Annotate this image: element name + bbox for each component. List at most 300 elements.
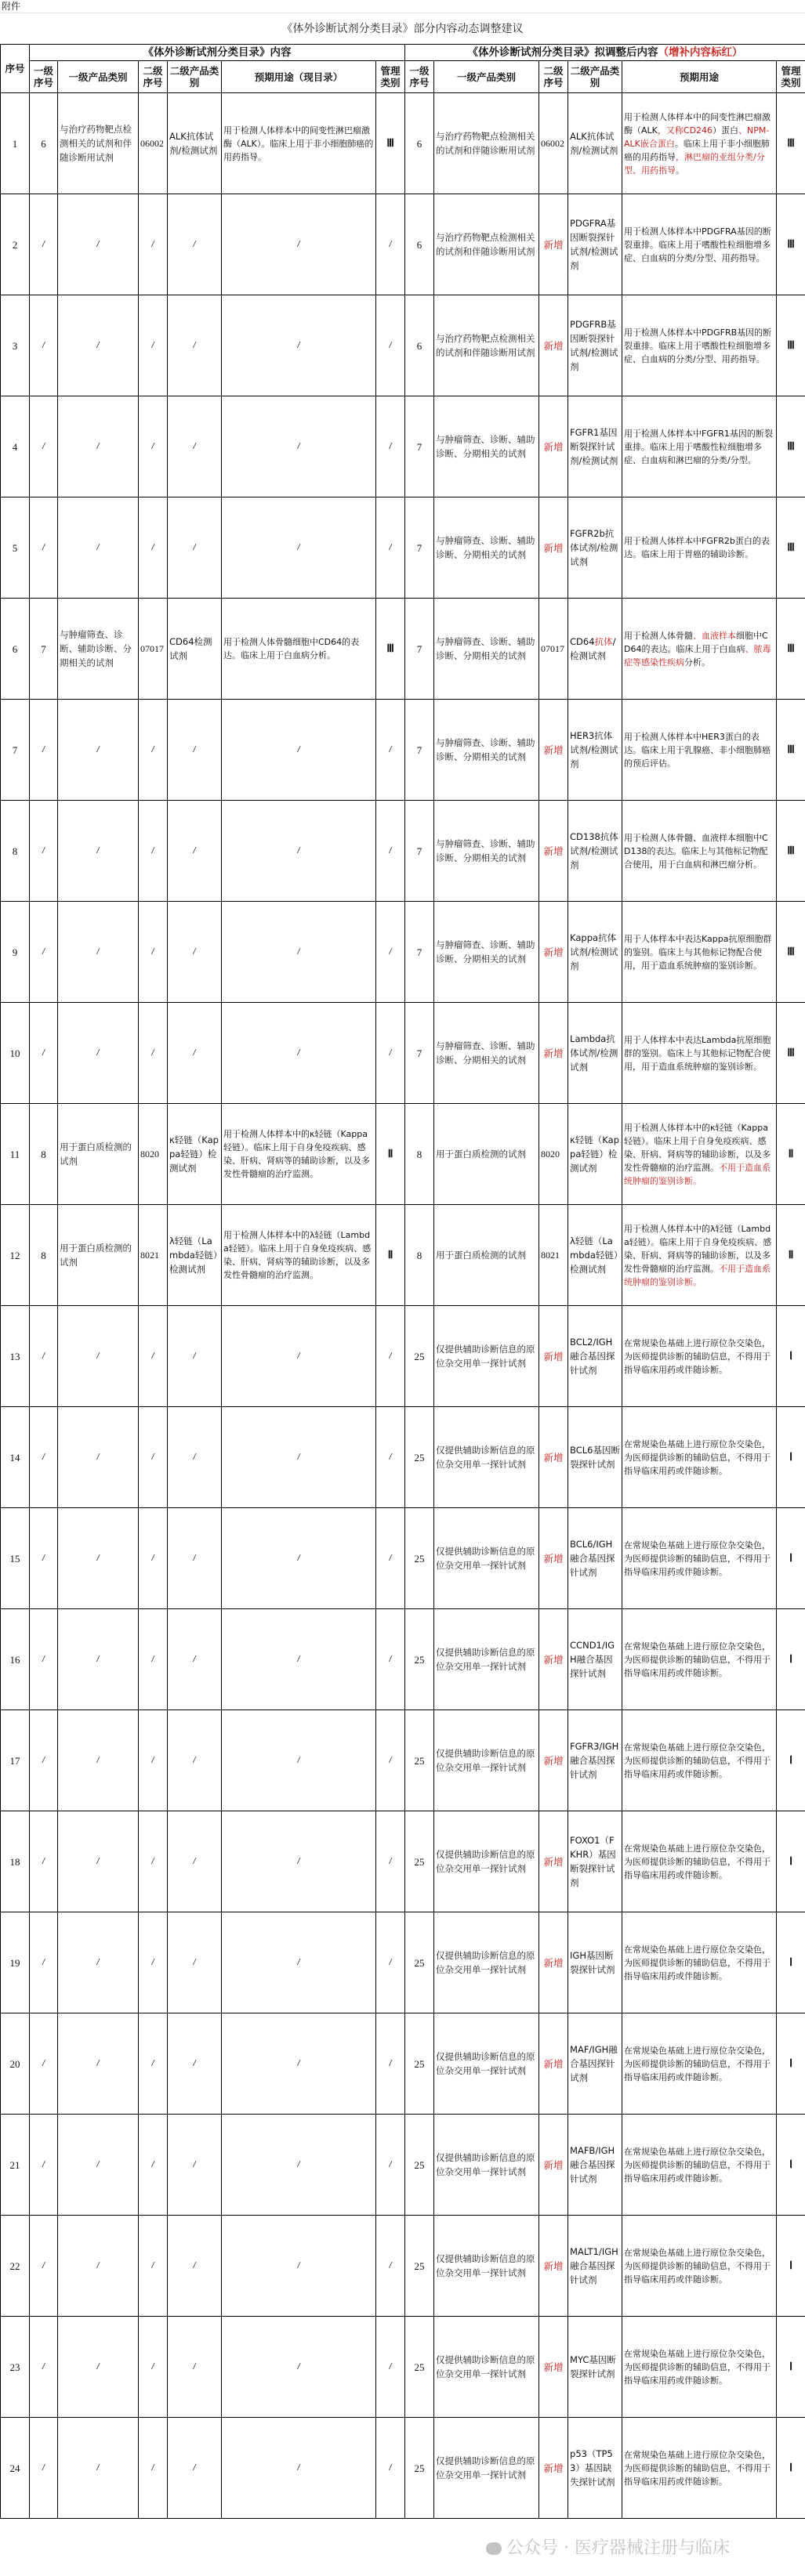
new-added-badge: 新增 bbox=[539, 2013, 568, 2115]
cur-l2-seq: / bbox=[139, 1508, 168, 1609]
text-segment: 细胞中CD64的表达。临床上用于白血病 bbox=[624, 630, 768, 654]
cur-intended-use: 用于检测人体样本中的λ轻链（Lambda轻链）。临床上用于自身免疫疾病、感染、肝病、肾病等的辅助诊断，以及多发性骨髓瘤的治疗监测。 bbox=[222, 1205, 376, 1306]
new-mgmt-class: Ⅰ bbox=[777, 1609, 805, 1710]
new-l2-category bbox=[568, 2115, 622, 2216]
new-intended-use bbox=[622, 1104, 777, 1205]
text-segment: 用于检测人体骨髓 bbox=[624, 630, 694, 641]
new-mgmt-class: Ⅰ bbox=[777, 2317, 805, 2418]
new-l1-seq: 25 bbox=[405, 1811, 434, 1912]
header-new-mgmt: 管理类别 bbox=[777, 61, 805, 93]
new-intended-use bbox=[622, 1811, 777, 1912]
text-segment: κ轻链（Kappa轻链）检测试剂 bbox=[570, 1134, 619, 1174]
new-mgmt-class: Ⅰ bbox=[777, 1306, 805, 1407]
cur-intended-use: / bbox=[222, 194, 376, 295]
header-cur-l2-seq: 二级序号 bbox=[139, 61, 168, 93]
new-l1-seq: 25 bbox=[405, 2115, 434, 2216]
new-l1-seq: 25 bbox=[405, 2216, 434, 2317]
cur-l2-seq: / bbox=[139, 1811, 168, 1912]
header-seq: 序号 bbox=[1, 45, 30, 93]
text-segment: 在常规染色基础上进行原位杂交染色，为医师提供诊断的辅助信息，不得用于指导临床用药或伴随诊断。 bbox=[624, 2045, 771, 2082]
new-added-badge: 新增 bbox=[539, 2216, 568, 2317]
new-l2-category bbox=[568, 902, 622, 1003]
cur-mgmt-class: Ⅱ bbox=[376, 1205, 405, 1306]
new-added-badge: 新增 bbox=[539, 1003, 568, 1104]
cur-mgmt-class: / bbox=[376, 700, 405, 801]
new-mgmt-class: Ⅲ bbox=[777, 497, 805, 599]
text-segment: Lambda抗体试剂/检测试剂 bbox=[570, 1033, 618, 1073]
text-segment: CCND1/IGH融合基因探针试剂 bbox=[570, 1640, 615, 1679]
new-l1-category: 与肿瘤筛查、诊断、辅助诊断、分期相关的试剂 bbox=[434, 599, 539, 700]
header-cur-l1-cat: 一级产品类别 bbox=[58, 61, 139, 93]
cur-l1-seq: / bbox=[30, 1912, 58, 2013]
cur-l2-category: / bbox=[168, 1508, 222, 1609]
text-segment: FGFR3/IGH融合基因探针试剂 bbox=[570, 1741, 619, 1780]
cur-mgmt-class: / bbox=[376, 1609, 405, 1710]
cur-l2-category: / bbox=[168, 194, 222, 295]
text-segment: 在常规染色基础上进行原位杂交染色，为医师提供诊断的辅助信息，不得用于指导临床用药或伴随诊断。 bbox=[624, 1843, 771, 1880]
cur-mgmt-class: / bbox=[376, 1508, 405, 1609]
new-mgmt-class: Ⅲ bbox=[777, 295, 805, 396]
new-l2-category bbox=[568, 2216, 622, 2317]
new-l2-category bbox=[568, 1811, 622, 1912]
table-row bbox=[1, 396, 805, 497]
catalog-adjustment-table bbox=[0, 44, 805, 2519]
watermark bbox=[486, 2534, 730, 2559]
cur-intended-use: / bbox=[222, 2216, 376, 2317]
new-l2-category bbox=[568, 295, 622, 396]
new-mgmt-class: Ⅰ bbox=[777, 1508, 805, 1609]
row-seq: 1 bbox=[1, 93, 30, 194]
cur-mgmt-class: / bbox=[376, 295, 405, 396]
cur-l1-seq: / bbox=[30, 295, 58, 396]
cur-mgmt-class: / bbox=[376, 801, 405, 902]
new-l1-seq: 7 bbox=[405, 599, 434, 700]
new-l1-seq: 25 bbox=[405, 1710, 434, 1811]
cur-l1-seq: / bbox=[30, 2317, 58, 2418]
header-red-note: （增补内容标红） bbox=[658, 45, 743, 59]
new-mgmt-class: Ⅲ bbox=[777, 93, 805, 194]
cur-intended-use: / bbox=[222, 1306, 376, 1407]
new-l1-seq: 8 bbox=[405, 1205, 434, 1306]
cur-l1-category: / bbox=[58, 1003, 139, 1104]
text-segment: BCL6基因断裂探针试剂 bbox=[570, 1445, 620, 1470]
text-segment: CD64 bbox=[570, 636, 595, 647]
cur-l2-seq: / bbox=[139, 1306, 168, 1407]
new-added-badge: 新增 bbox=[539, 1811, 568, 1912]
new-mgmt-class: Ⅲ bbox=[777, 194, 805, 295]
cur-intended-use: / bbox=[222, 497, 376, 599]
cur-l1-category: / bbox=[58, 1912, 139, 2013]
cur-l2-seq: / bbox=[139, 801, 168, 902]
cur-l1-seq: / bbox=[30, 1407, 58, 1508]
red-added-text: 抗体 bbox=[594, 636, 613, 647]
new-intended-use bbox=[622, 1710, 777, 1811]
cur-intended-use: / bbox=[222, 295, 376, 396]
red-added-text: ，又称CD246 bbox=[657, 125, 713, 136]
text-segment: ）蛋白 bbox=[713, 125, 739, 136]
text-segment: 用于检测人体样本中PDGFRB基因的断裂重排。临床上用于嗜酸性粒细胞增多症、白血病的分类/分型、用药指导。 bbox=[624, 327, 772, 364]
header-new-l2-seq: 二级序号 bbox=[539, 61, 568, 93]
cur-mgmt-class: / bbox=[376, 1003, 405, 1104]
cur-l2-seq: 8021 bbox=[139, 1205, 168, 1306]
new-intended-use bbox=[622, 1003, 777, 1104]
row-seq: 14 bbox=[1, 1407, 30, 1508]
cur-l2-seq: 06002 bbox=[139, 93, 168, 194]
new-l1-seq: 6 bbox=[405, 194, 434, 295]
new-added-badge: 新增 bbox=[539, 1710, 568, 1811]
new-l1-category: 仅提供辅助诊断信息的原位杂交用单一探针试剂 bbox=[434, 1811, 539, 1912]
cur-mgmt-class: / bbox=[376, 2418, 405, 2519]
new-l1-seq: 7 bbox=[405, 1003, 434, 1104]
table-row bbox=[1, 1407, 805, 1508]
cur-mgmt-class: / bbox=[376, 1710, 405, 1811]
new-l1-seq: 6 bbox=[405, 93, 434, 194]
cur-intended-use: / bbox=[222, 902, 376, 1003]
table-row bbox=[1, 1912, 805, 2013]
cur-mgmt-class: / bbox=[376, 1912, 405, 2013]
cur-mgmt-class: / bbox=[376, 2115, 405, 2216]
cur-l2-category: λ轻链（Lambda轻链）检测试剂 bbox=[168, 1205, 222, 1306]
text-segment: 用于检测人体样本中的κ轻链（Kappa轻链）。临床上用于自身免疫疾病、感染、肝病、肾病等的辅助诊断，以及多发性骨髓瘤的治疗监测。 bbox=[624, 1122, 771, 1173]
cur-l2-seq: / bbox=[139, 2013, 168, 2115]
text-segment: FOXO1（FKHR）基因断裂探针试剂 bbox=[570, 1835, 616, 1888]
new-l1-seq: 25 bbox=[405, 2418, 434, 2519]
cur-l1-category: 与治疗药物靶点检测相关的试剂和伴随诊断用试剂 bbox=[58, 93, 139, 194]
cur-intended-use: / bbox=[222, 1710, 376, 1811]
cur-l2-category: CD64检测试剂 bbox=[168, 599, 222, 700]
new-l2-category bbox=[568, 1407, 622, 1508]
new-intended-use bbox=[622, 1306, 777, 1407]
new-mgmt-class: Ⅰ bbox=[777, 1710, 805, 1811]
cur-l2-seq: / bbox=[139, 2115, 168, 2216]
new-mgmt-class: Ⅰ bbox=[777, 1407, 805, 1508]
cur-l2-seq: / bbox=[139, 1609, 168, 1710]
cur-l2-category: κ轻链（Kappa轻链）检测试剂 bbox=[168, 1104, 222, 1205]
new-l1-category: 仅提供辅助诊断信息的原位杂交用单一探针试剂 bbox=[434, 2216, 539, 2317]
table-row bbox=[1, 1104, 805, 1205]
cur-l2-category: ALK抗体试剂/检测试剂 bbox=[168, 93, 222, 194]
new-l1-seq: 25 bbox=[405, 1306, 434, 1407]
cur-l1-category: / bbox=[58, 1306, 139, 1407]
row-seq: 20 bbox=[1, 2013, 30, 2115]
row-seq: 16 bbox=[1, 1609, 30, 1710]
text-segment: 用于检测人体样本中FGFR1基因的断裂重排。临床上用于嗜酸性粒细胞增多症、白血病和淋巴瘤的分类/分型。 bbox=[624, 428, 773, 465]
cur-l2-category: / bbox=[168, 902, 222, 1003]
new-mgmt-class: Ⅲ bbox=[777, 801, 805, 902]
cur-l2-seq: / bbox=[139, 2317, 168, 2418]
new-added-badge: 新增 bbox=[539, 497, 568, 599]
cur-l1-seq: / bbox=[30, 1609, 58, 1710]
cur-l2-seq: 07017 bbox=[139, 599, 168, 700]
text-segment: HER3抗体试剂/检测试剂 bbox=[570, 730, 618, 769]
table-row bbox=[1, 1003, 805, 1104]
cur-mgmt-class: / bbox=[376, 1306, 405, 1407]
table-row bbox=[1, 194, 805, 295]
cur-l1-category: / bbox=[58, 1811, 139, 1912]
cur-l2-category: / bbox=[168, 1912, 222, 2013]
new-added-badge: 新增 bbox=[539, 801, 568, 902]
cur-l1-category: 用于蛋白质检测的试剂 bbox=[58, 1104, 139, 1205]
table-body bbox=[1, 93, 805, 2519]
cur-l1-category: / bbox=[58, 295, 139, 396]
cur-l1-category: 用于蛋白质检测的试剂 bbox=[58, 1205, 139, 1306]
new-l2-category bbox=[568, 599, 622, 700]
table-row bbox=[1, 700, 805, 801]
new-intended-use bbox=[622, 902, 777, 1003]
watermark-text: 公众号 · 医疗器械注册与临床 bbox=[506, 2538, 730, 2558]
text-segment: /检测试剂 bbox=[570, 636, 616, 661]
table-row bbox=[1, 2317, 805, 2418]
new-added-badge: 新增 bbox=[539, 2418, 568, 2519]
header-cur-l1-seq: 一级序号 bbox=[30, 61, 58, 93]
row-seq: 6 bbox=[1, 599, 30, 700]
new-intended-use bbox=[622, 396, 777, 497]
cur-l1-category: / bbox=[58, 801, 139, 902]
new-l1-category: 仅提供辅助诊断信息的原位杂交用单一探针试剂 bbox=[434, 2115, 539, 2216]
new-l2-category bbox=[568, 2013, 622, 2115]
new-intended-use bbox=[622, 1205, 777, 1306]
table-row bbox=[1, 1306, 805, 1407]
cur-l2-seq: / bbox=[139, 295, 168, 396]
row-seq: 5 bbox=[1, 497, 30, 599]
cur-l1-seq: / bbox=[30, 396, 58, 497]
new-intended-use bbox=[622, 1508, 777, 1609]
cur-l2-category: / bbox=[168, 2418, 222, 2519]
new-l2-category bbox=[568, 1205, 622, 1306]
wechat-icon bbox=[486, 2542, 502, 2555]
text-segment: 分析。 bbox=[684, 657, 711, 668]
text-segment: BCL6/IGH融合基因探针试剂 bbox=[570, 1539, 615, 1578]
new-l1-category: 仅提供辅助诊断信息的原位杂交用单一探针试剂 bbox=[434, 1407, 539, 1508]
cur-l1-seq: / bbox=[30, 1710, 58, 1811]
cur-l1-category: / bbox=[58, 1407, 139, 1508]
cur-l2-category: / bbox=[168, 396, 222, 497]
new-l2-category bbox=[568, 396, 622, 497]
cur-l1-category: / bbox=[58, 902, 139, 1003]
cur-l2-category: / bbox=[168, 1609, 222, 1710]
red-added-text: 、脓毒症等感染性疾病 bbox=[624, 643, 771, 668]
header-new-l1-cat: 一级产品类别 bbox=[434, 61, 539, 93]
table-row bbox=[1, 902, 805, 1003]
new-intended-use bbox=[622, 599, 777, 700]
new-mgmt-class: Ⅱ bbox=[777, 1104, 805, 1205]
table-row bbox=[1, 93, 805, 194]
cur-intended-use: / bbox=[222, 2418, 376, 2519]
new-intended-use bbox=[622, 1912, 777, 2013]
new-added-badge: 新增 bbox=[539, 396, 568, 497]
new-added-badge: 新增 bbox=[539, 1306, 568, 1407]
cur-mgmt-class: / bbox=[376, 902, 405, 1003]
new-added-badge: 新增 bbox=[539, 1407, 568, 1508]
row-seq: 22 bbox=[1, 2216, 30, 2317]
new-l1-seq: 25 bbox=[405, 1609, 434, 1710]
row-seq: 23 bbox=[1, 2317, 30, 2418]
new-l1-seq: 6 bbox=[405, 295, 434, 396]
new-l2-category bbox=[568, 1912, 622, 2013]
cur-mgmt-class: / bbox=[376, 396, 405, 497]
cur-l1-seq: / bbox=[30, 2115, 58, 2216]
text-segment: 在常规染色基础上进行原位杂交染色，为医师提供诊断的辅助信息，不得用于指导临床用药或伴随诊断。 bbox=[624, 1742, 771, 1779]
new-mgmt-class: Ⅱ bbox=[777, 1205, 805, 1306]
new-l1-seq: 7 bbox=[405, 700, 434, 801]
text-segment: PDGFRA基因断裂探针试剂/检测试剂 bbox=[570, 218, 618, 271]
new-l1-seq: 25 bbox=[405, 2317, 434, 2418]
new-l2-category bbox=[568, 801, 622, 902]
new-l2-seq: 07017 bbox=[539, 599, 568, 700]
cur-l1-seq: 7 bbox=[30, 599, 58, 700]
new-l1-category: 用于蛋白质检测的试剂 bbox=[434, 1205, 539, 1306]
cur-l1-seq: 8 bbox=[30, 1104, 58, 1205]
new-intended-use bbox=[622, 2418, 777, 2519]
new-l1-seq: 25 bbox=[405, 1912, 434, 2013]
text-segment: 。 bbox=[676, 165, 685, 175]
header-new-use: 预期用途 bbox=[622, 61, 777, 93]
red-added-text: 不用于造血系统肿瘤的鉴别诊断。 bbox=[624, 1162, 771, 1186]
cur-mgmt-class: / bbox=[376, 2216, 405, 2317]
cur-l2-seq: / bbox=[139, 1912, 168, 2013]
new-l1-category: 仅提供辅助诊断信息的原位杂交用单一探针试剂 bbox=[434, 1912, 539, 2013]
header-group-proposed-text: 《体外诊断试剂分类目录》拟调整后内容 bbox=[467, 45, 658, 59]
cur-l2-category: / bbox=[168, 700, 222, 801]
cur-l1-category: / bbox=[58, 1710, 139, 1811]
header-group-current: 《体外诊断试剂分类目录》内容 bbox=[30, 45, 405, 61]
cur-l1-seq: 8 bbox=[30, 1205, 58, 1306]
new-l1-category: 仅提供辅助诊断信息的原位杂交用单一探针试剂 bbox=[434, 1710, 539, 1811]
new-intended-use bbox=[622, 2317, 777, 2418]
cur-mgmt-class: / bbox=[376, 1407, 405, 1508]
new-mgmt-class: Ⅲ bbox=[777, 599, 805, 700]
row-seq: 17 bbox=[1, 1710, 30, 1811]
header-new-l1-seq: 一级序号 bbox=[405, 61, 434, 93]
cur-mgmt-class: / bbox=[376, 1811, 405, 1912]
new-l1-category: 用于蛋白质检测的试剂 bbox=[434, 1104, 539, 1205]
row-seq: 3 bbox=[1, 295, 30, 396]
cur-l2-seq: / bbox=[139, 2418, 168, 2519]
cur-l1-category: / bbox=[58, 1508, 139, 1609]
row-seq: 11 bbox=[1, 1104, 30, 1205]
text-segment: 在常规染色基础上进行原位杂交染色，为医师提供诊断的辅助信息，不得用于指导临床用药或伴随诊断。 bbox=[624, 1337, 771, 1375]
new-l1-seq: 7 bbox=[405, 801, 434, 902]
new-l2-seq: 8021 bbox=[539, 1205, 568, 1306]
new-l2-category bbox=[568, 194, 622, 295]
cur-intended-use: / bbox=[222, 801, 376, 902]
new-added-badge: 新增 bbox=[539, 902, 568, 1003]
table-row bbox=[1, 2013, 805, 2115]
text-segment: CD138抗体试剂/检测试剂 bbox=[570, 831, 618, 870]
cur-l2-category: / bbox=[168, 801, 222, 902]
text-segment: BCL2/IGH融合基因探针试剂 bbox=[570, 1337, 615, 1376]
cur-l1-seq: / bbox=[30, 1003, 58, 1104]
new-intended-use bbox=[622, 700, 777, 801]
text-segment: 用于检测人体样本中HER3蛋白的表达。临床上用于乳腺癌、非小细胞肺癌的预后评估。 bbox=[624, 731, 771, 769]
new-mgmt-class: Ⅲ bbox=[777, 1003, 805, 1104]
cur-l1-category: 与肿瘤筛查、诊断、辅助诊断、分期相关的试剂 bbox=[58, 599, 139, 700]
cur-intended-use: / bbox=[222, 1003, 376, 1104]
cur-l1-seq: 6 bbox=[30, 93, 58, 194]
new-added-badge: 新增 bbox=[539, 2317, 568, 2418]
cur-intended-use: / bbox=[222, 1912, 376, 2013]
new-l1-category: 与肿瘤筛查、诊断、辅助诊断、分期相关的试剂 bbox=[434, 700, 539, 801]
new-intended-use bbox=[622, 497, 777, 599]
cur-l1-seq: / bbox=[30, 902, 58, 1003]
cur-intended-use: 用于检测人体样本中的间变性淋巴瘤激酶（ALK）。临床上用于非小细胞肺癌的用药指导。 bbox=[222, 93, 376, 194]
cur-l1-seq: / bbox=[30, 194, 58, 295]
cur-l1-category: / bbox=[58, 2216, 139, 2317]
new-l1-seq: 25 bbox=[405, 2013, 434, 2115]
cur-l1-category: / bbox=[58, 2418, 139, 2519]
attachment-label: 附件 bbox=[2, 1, 21, 12]
cur-intended-use: / bbox=[222, 1811, 376, 1912]
table-row bbox=[1, 2216, 805, 2317]
cur-l1-seq: / bbox=[30, 700, 58, 801]
text-segment: 用于人体样本中表达Kappa抗原细胞群的鉴别。临床上与其他标记物配合使用，用于造血系统肿瘤的鉴别诊断。 bbox=[624, 933, 772, 971]
cur-l1-category: / bbox=[58, 2115, 139, 2216]
cur-intended-use: / bbox=[222, 1508, 376, 1609]
new-l2-seq: 8020 bbox=[539, 1104, 568, 1205]
cur-l1-category: / bbox=[58, 1609, 139, 1710]
text-segment: 用于检测人体样本中PDGFRA基因的断裂重排。临床上用于嗜酸性粒细胞增多症、白血病的分类/分型、用药指导。 bbox=[624, 226, 771, 263]
new-intended-use bbox=[622, 2013, 777, 2115]
new-mgmt-class: Ⅰ bbox=[777, 2115, 805, 2216]
text-segment: MAFB/IGH融合基因探针试剂 bbox=[570, 2145, 615, 2184]
cur-l2-seq: / bbox=[139, 700, 168, 801]
row-seq: 8 bbox=[1, 801, 30, 902]
cur-mgmt-class: / bbox=[376, 2013, 405, 2115]
new-l1-seq: 8 bbox=[405, 1104, 434, 1205]
new-intended-use bbox=[622, 1407, 777, 1508]
cur-l2-seq: / bbox=[139, 1003, 168, 1104]
cur-mgmt-class: Ⅱ bbox=[376, 1104, 405, 1205]
cur-mgmt-class: Ⅲ bbox=[376, 93, 405, 194]
row-seq: 10 bbox=[1, 1003, 30, 1104]
new-mgmt-class: Ⅰ bbox=[777, 1912, 805, 2013]
new-l2-category bbox=[568, 2317, 622, 2418]
new-l2-category bbox=[568, 1710, 622, 1811]
header-cur-mgmt: 管理类别 bbox=[376, 61, 405, 93]
new-l2-category bbox=[568, 2418, 622, 2519]
text-segment: MAF/IGH融合基因探针试剂 bbox=[570, 2044, 618, 2083]
text-segment: 在常规染色基础上进行原位杂交染色，为医师提供诊断的辅助信息，不得用于指导临床用药或伴随诊断。 bbox=[624, 2247, 771, 2285]
cur-l2-seq: / bbox=[139, 396, 168, 497]
cur-l2-category: / bbox=[168, 497, 222, 599]
cur-l2-seq: / bbox=[139, 2216, 168, 2317]
new-l1-category: 仅提供辅助诊断信息的原位杂交用单一探针试剂 bbox=[434, 2013, 539, 2115]
cur-l2-category: / bbox=[168, 1407, 222, 1508]
cur-intended-use: / bbox=[222, 1609, 376, 1710]
text-segment: 用于检测人体骨髓、血液样本细胞中CD138的表达。临床上与其他标记物配合使用，用于白血病和淋巴瘤分析。 bbox=[624, 832, 768, 870]
cur-intended-use: / bbox=[222, 2317, 376, 2418]
cur-l1-seq: / bbox=[30, 2418, 58, 2519]
text-segment: MYC基因断裂探针试剂 bbox=[570, 2354, 616, 2379]
new-mgmt-class: Ⅲ bbox=[777, 700, 805, 801]
table-row bbox=[1, 1710, 805, 1811]
new-l1-seq: 7 bbox=[405, 396, 434, 497]
new-mgmt-class: Ⅰ bbox=[777, 2418, 805, 2519]
new-added-badge: 新增 bbox=[539, 194, 568, 295]
cur-intended-use: / bbox=[222, 700, 376, 801]
cur-l2-seq: / bbox=[139, 194, 168, 295]
new-added-badge: 新增 bbox=[539, 295, 568, 396]
text-segment: 用于检测人体样本中的λ轻链（Lambda轻链）。临床上用于自身免疫疾病、感染、肝病、肾病等的辅助诊断，以及多发性骨髓瘤的治疗监测。 bbox=[624, 1223, 772, 1274]
cur-l1-seq: / bbox=[30, 2013, 58, 2115]
table-row bbox=[1, 1508, 805, 1609]
cur-l1-seq: / bbox=[30, 1508, 58, 1609]
cur-l2-category: / bbox=[168, 2115, 222, 2216]
text-segment: Kappa抗体试剂/检测试剂 bbox=[570, 932, 618, 971]
red-added-text: 、NPM-ALK嵌合蛋白 bbox=[624, 125, 770, 149]
row-seq: 9 bbox=[1, 902, 30, 1003]
table-row bbox=[1, 497, 805, 599]
